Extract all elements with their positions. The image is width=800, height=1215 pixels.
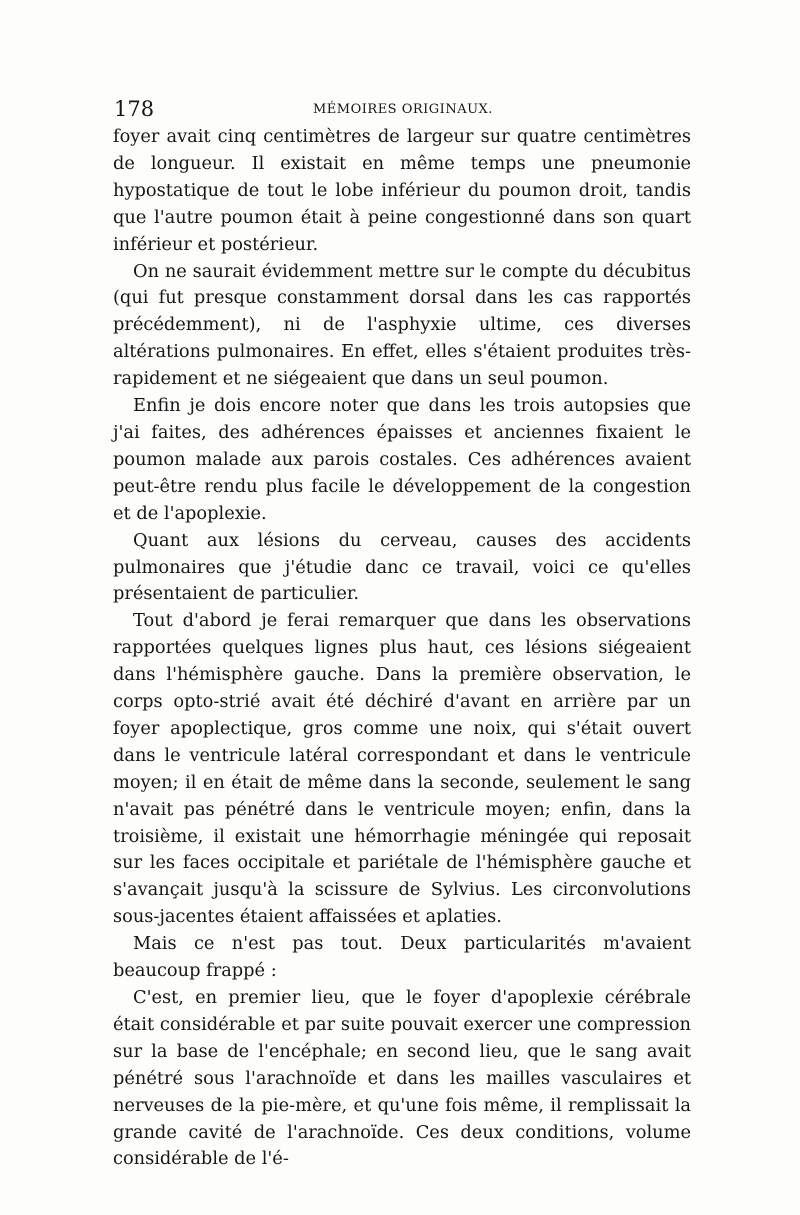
paragraph: Mais ce n'est pas tout. Deux particularités m'avaient beaucoup frappé : <box>113 933 691 982</box>
paragraph: On ne saurait évidemment mettre sur le compte du décubitus (qui fut presque constamment dorsal dans les cas rapportés précédemment), ni de l'asphyxie ultime, ces diverses altérations pulmonaires. En effet, elles s'étaient produites très-rapidement et ne siégeaient que dans un seul poumon. <box>113 260 691 390</box>
paragraph: Tout d'abord je ferai remarquer que dans les observations rapportées quelques lignes plus haut, ces lésions siégeaient dans l'hémisphère gauche. Dans la première observation, le corps opto-strié avait été déchiré d'avant en arrière par un foyer apoplectique, gros comme une noix, qui s'était ouvert dans le ventricule latéral correspondant et dans le ventricule moyen; il en était de même dans la seconde, seulement le sang n'avait pas pénétré dans le ventricule moyen; enfin, dans la troisième, il existait une hémorrhagie méningée qui reposait sur les faces occipitale et pariétale de l'hémisphère gauche et s'avançait jusqu'à la scissure de Sylvius. Les circonvolutions sous-jacentes étaient affaissées et aplaties. <box>113 610 691 928</box>
paragraph-continuation: foyer avait cinq centimètres de largeur sur quatre centimètres de longueur. Il existait en même temps une pneumonie hypostatique de tout le lobe inférieur du poumon droit, tandis que l'autre poumon était à peine congestionné dans son quart inférieur et postérieur. <box>113 126 691 255</box>
running-title: MÉMOIRES ORIGINAUX. <box>313 102 493 117</box>
paragraph: Quant aux lésions du cerveau, causes des accidents pulmonaires que j'étudie danc ce travail, voici ce qu'elles présentaient de particulier. <box>113 529 691 605</box>
text-block <box>113 94 691 1173</box>
body-text <box>113 124 691 1173</box>
running-head <box>113 94 691 124</box>
page-number: 178 <box>114 97 155 121</box>
paragraph: Enfin je dois encore noter que dans les trois autopsies que j'ai faites, des adhérences épaisses et anciennes fixaient le poumon malade aux parois costales. Ces adhérences avaient peut-être rendu plus facile le développement de la congestion et de l'apoplexie. <box>113 395 691 524</box>
paragraph: C'est, en premier lieu, que le foyer d'apoplexie cérébrale était considérable et par suite pouvait exercer une compression sur la base de l'encéphale; en second lieu, que le sang avait pénétré sous l'arachnoïde et dans les mailles vasculaires et nerveuses de la pie-mère, et qu'une fois même, il remplissait la grande cavité de l'arachnoïde. Ces deux conditions, volume considérable de l'é- <box>113 987 691 1170</box>
